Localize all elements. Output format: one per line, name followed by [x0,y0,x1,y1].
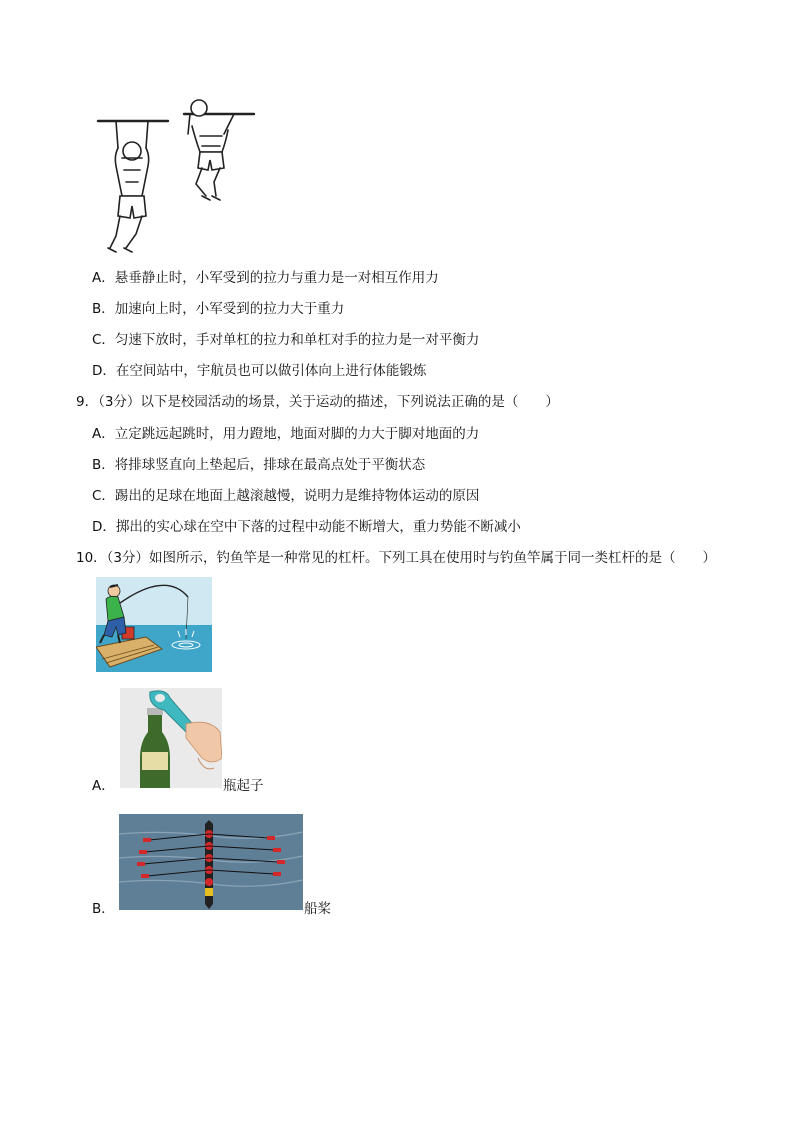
q8-option-c[interactable]: C．匀速下放时，手对单杠的拉力和单杠对手的拉力是一对平衡力 [92,332,480,348]
q10-option-a-text[interactable]: 瓶起子 [223,778,264,794]
q10-stem: 10．（3分）如图所示，钓鱼竿是一种常见的杠杆。下列工具在使用时与钓鱼竿属于同一类杠杆的是（ ） [76,550,717,566]
q9-option-b[interactable]: B．将排球竖直向上垫起后，排球在最高点处于平衡状态 [92,457,426,473]
q10-option-a-letter[interactable]: A． [92,778,115,794]
q10-option-b-letter[interactable]: B． [92,901,115,917]
fishing-illustration [96,577,212,672]
rowing-photo[interactable] [119,814,303,910]
q8-option-b[interactable]: B．加速向上时，小军受到的拉力大于重力 [92,301,345,317]
q8-option-d[interactable]: D．在空间站中，宇航员也可以做引体向上进行体能锻炼 [92,363,427,379]
q8-option-a[interactable]: A．悬垂静止时，小军受到的拉力与重力是一对相互作用力 [92,270,439,286]
q10-option-b-text[interactable]: 船桨 [304,901,331,917]
q9-option-d[interactable]: D．掷出的实心球在空中下落的过程中动能不断增大，重力势能不断减小 [92,519,521,535]
q9-option-a[interactable]: A．立定跳远起跳时，用力蹬地，地面对脚的力大于脚对地面的力 [92,426,480,442]
bottle-opener-photo[interactable] [120,688,222,788]
q9-option-c[interactable]: C．踢出的足球在地面上越滚越慢，说明力是维持物体运动的原因 [92,488,480,504]
pull-up-illustration [96,96,256,258]
q9-stem: 9．（3分）以下是校园活动的场景，关于运动的描述，下列说法正确的是（ ） [76,394,559,410]
